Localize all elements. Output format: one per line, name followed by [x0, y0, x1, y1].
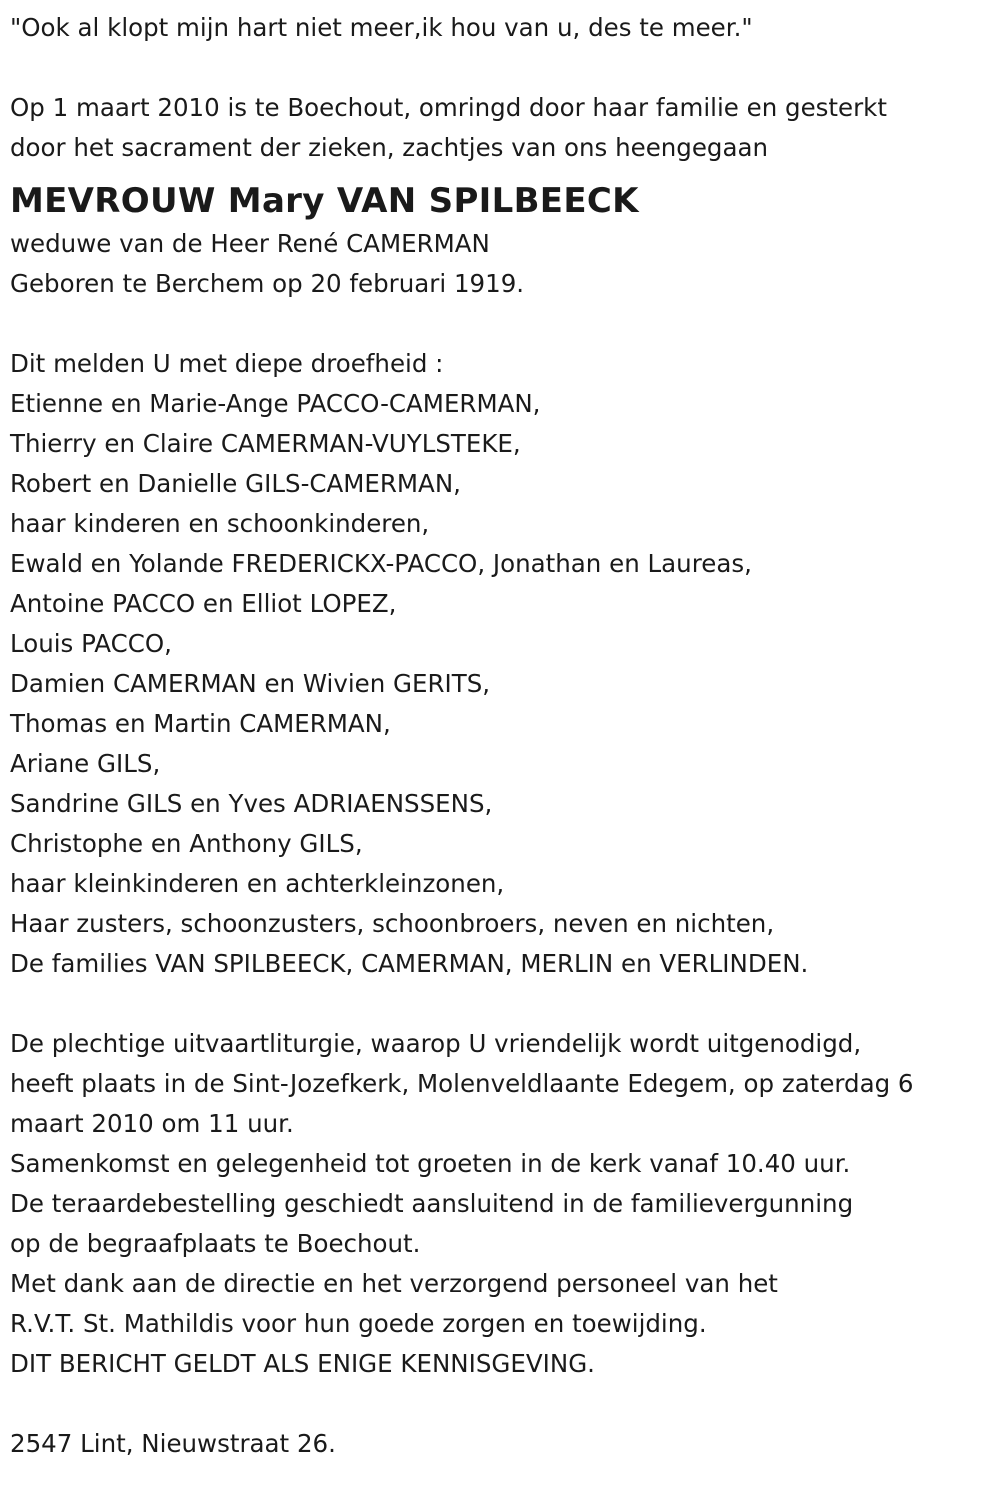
family-line: Ariane GILS, — [10, 749, 161, 778]
spacer — [10, 984, 995, 1024]
intro-line: Op 1 maart 2010 is te Boechout, omringd door haar familie en gesterkt — [10, 93, 887, 122]
family-line: Louis PACCO, — [10, 629, 172, 658]
family-line: haar kleinkinderen en achterkleinzonen, — [10, 869, 505, 898]
ceremony-line: DIT BERICHT GELDT ALS ENIGE KENNISGEVING. — [10, 1349, 595, 1378]
birth-line: Geboren te Berchem op 20 februari 1919. — [10, 269, 525, 298]
family-list — [10, 384, 995, 984]
family-line: Robert en Danielle GILS-CAMERMAN, — [10, 469, 461, 498]
family-line: Etienne en Marie-Ange PACCO-CAMERMAN, — [10, 389, 541, 418]
spacer — [10, 1384, 995, 1424]
quote-line: "Ook al klopt mijn hart niet meer,ik hou van u, des te meer." — [10, 13, 753, 42]
family-line: Damien CAMERMAN en Wivien GERITS, — [10, 669, 491, 698]
spacer — [10, 48, 995, 88]
widow-of-line: weduwe van de Heer René CAMERMAN — [10, 229, 490, 258]
announcement-intro: Dit melden U met diepe droefheid : — [10, 349, 444, 378]
spacer — [10, 304, 995, 344]
intro-line: door het sacrament der zieken, zachtjes van ons heengegaan — [10, 133, 769, 162]
family-line: Haar zusters, schoonzusters, schoonbroers, neven en nichten, — [10, 909, 775, 938]
obituary-notice — [10, 8, 995, 1464]
ceremony-line: De teraardebestelling geschiedt aansluitend in de familievergunning — [10, 1189, 854, 1218]
family-line: Thomas en Martin CAMERMAN, — [10, 709, 391, 738]
deceased-name: MEVROUW Mary VAN SPILBEECK — [10, 181, 639, 221]
family-line: haar kinderen en schoonkinderen, — [10, 509, 430, 538]
family-line: Thierry en Claire CAMERMAN-VUYLSTEKE, — [10, 429, 521, 458]
family-line: Antoine PACCO en Elliot LOPEZ, — [10, 589, 397, 618]
ceremony-line: op de begraafplaats te Boechout. — [10, 1229, 421, 1258]
ceremony-line: maart 2010 om 11 uur. — [10, 1109, 294, 1138]
address-line: 2547 Lint, Nieuwstraat 26. — [10, 1429, 336, 1458]
ceremony-details — [10, 1024, 995, 1384]
ceremony-line: Samenkomst en gelegenheid tot groeten in de kerk vanaf 10.40 uur. — [10, 1149, 851, 1178]
ceremony-line: De plechtige uitvaartliturgie, waarop U vriendelijk wordt uitgenodigd, — [10, 1029, 862, 1058]
ceremony-line: heeft plaats in de Sint-Jozefkerk, Molenveldlaante Edegem, op zaterdag 6 — [10, 1069, 914, 1098]
family-line: De families VAN SPILBEECK, CAMERMAN, MERLIN en VERLINDEN. — [10, 949, 809, 978]
ceremony-line: R.V.T. St. Mathildis voor hun goede zorgen en toewijding. — [10, 1309, 707, 1338]
family-line: Christophe en Anthony GILS, — [10, 829, 363, 858]
family-line: Sandrine GILS en Yves ADRIAENSSENS, — [10, 789, 493, 818]
family-line: Ewald en Yolande FREDERICKX-PACCO, Jonathan en Laureas, — [10, 549, 752, 578]
ceremony-line: Met dank aan de directie en het verzorgend personeel van het — [10, 1269, 778, 1298]
